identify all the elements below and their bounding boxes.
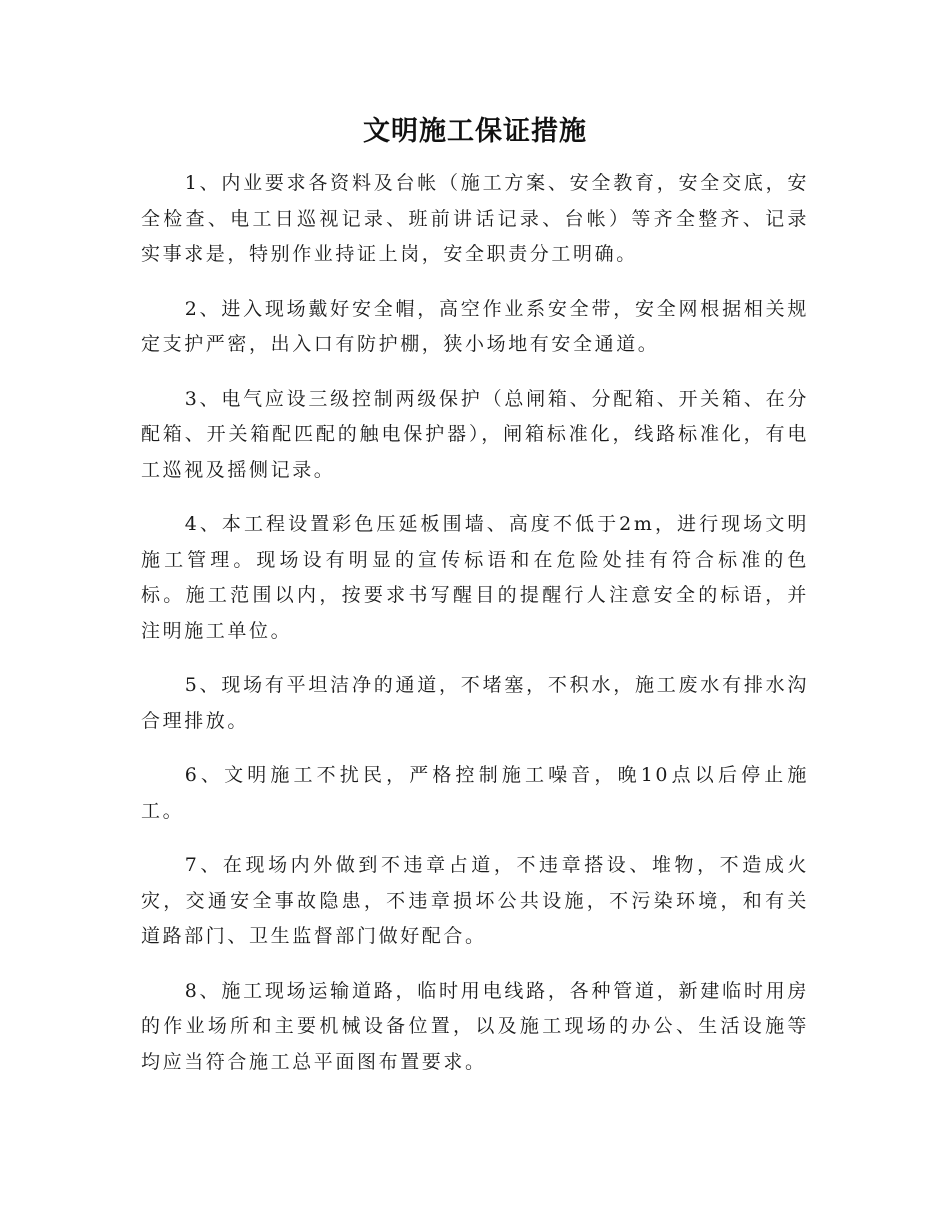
paragraph-5: 5、现场有平坦洁净的通道，不堵塞，不积水，施工废水有排水沟合理排放。	[141, 674, 809, 732]
paragraph-4: 4、本工程设置彩色压延板围墙、高度不低于2m，进行现场文明施工管理。现场设有明显的宣传标语和在危险处挂有符合标准的色标。施工范围以内，按要求书写醒目的提醒行人注意安全的标语，并注明施工单位。	[141, 513, 809, 642]
paragraph-7: 7、在现场内外做到不违章占道，不违章搭设、堆物，不造成火灾，交通安全事故隐患，不违章损坏公共设施，不污染环境，和有关道路部门、卫生监督部门做好配合。	[141, 854, 809, 947]
document-body	[141, 166, 809, 1099]
paragraph-3: 3、电气应设三级控制两级保护（总闸箱、分配箱、开关箱、在分配箱、开关箱配匹配的触电保护器），闸箱标准化，线路标准化，有电工巡视及摇侧记录。	[141, 387, 809, 481]
document-title: 文明施工保证措施	[363, 116, 587, 147]
paragraph-2: 2、进入现场戴好安全帽，高空作业系安全带，安全网根据相关规定支护严密，出入口有防护棚，狭小场地有安全通道。	[141, 297, 809, 355]
paragraph-8: 8、施工现场运输道路，临时用电线路，各种管道，新建临时用房的作业场所和主要机械设备位置，以及施工现场的办公、生活设施等均应当符合施工总平面图布置要求。	[141, 979, 809, 1073]
paragraph-1: 1、内业要求各资料及台帐（施工方案、安全教育，安全交底，安全检查、电工日巡视记录、班前讲话记录、台帐）等齐全整齐、记录实事求是，特别作业持证上岗，安全职责分工明确。	[141, 172, 809, 265]
paragraph-6: 6、文明施工不扰民，严格控制施工噪音，晚10点以后停止施工。	[141, 764, 809, 822]
